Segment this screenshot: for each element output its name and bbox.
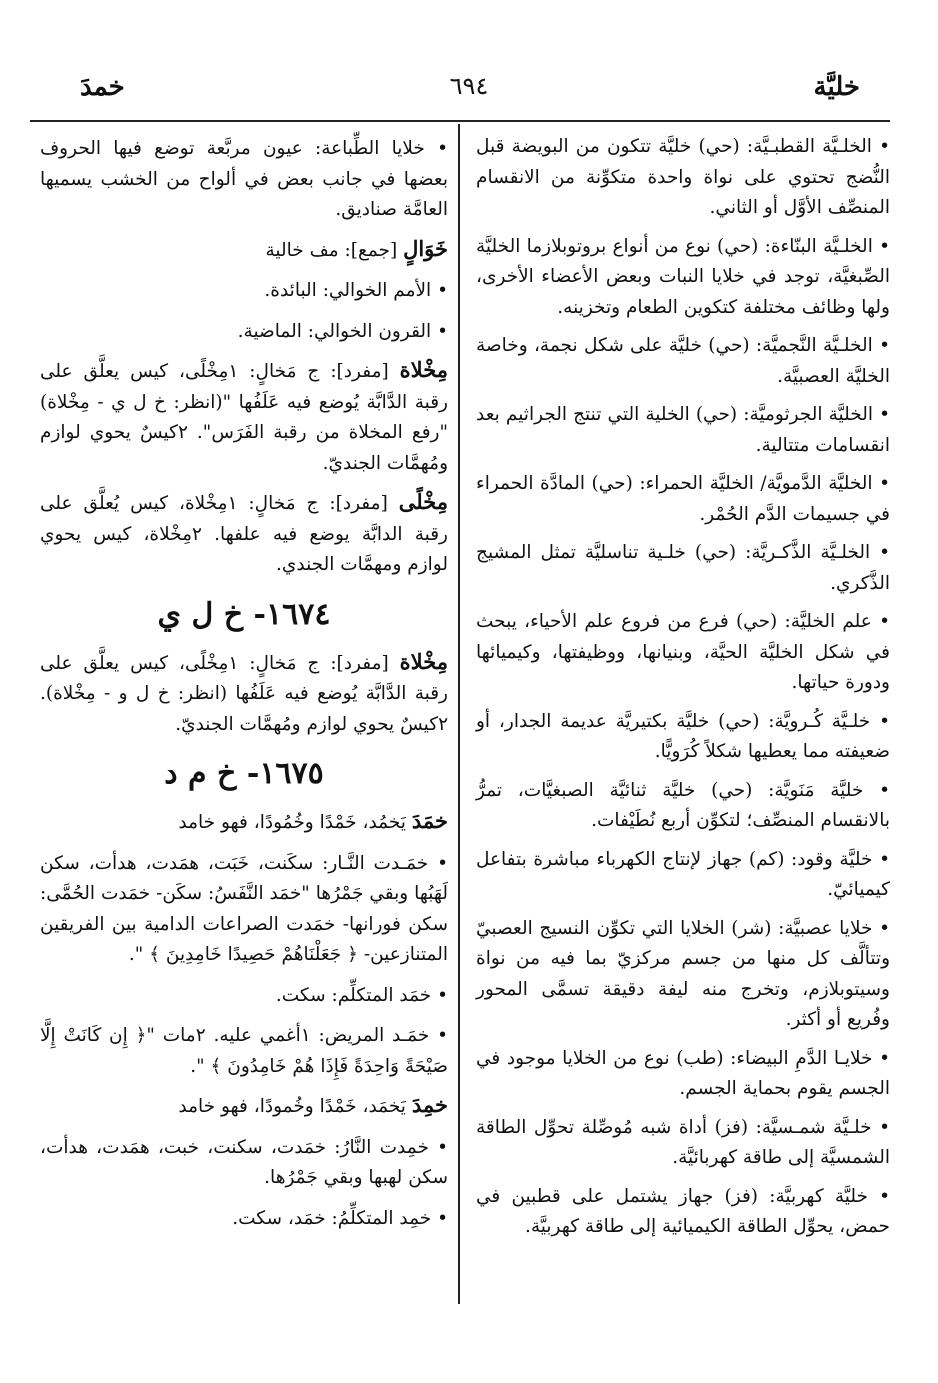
- right-column: [476, 132, 890, 1251]
- entry: [40, 1090, 448, 1123]
- entry: [40, 132, 448, 226]
- entry: • خليَّة وقود: (كم) جهاز لإنتاج الكهرباء مباشرة بتفاعل كيميائيّ.: [476, 848, 890, 900]
- headword: مِخْلاة: [399, 648, 448, 674]
- entry: [40, 1202, 448, 1235]
- column-divider: [458, 124, 460, 1304]
- section-heading-1675: ١٦٧٥- خ م د: [164, 756, 324, 791]
- entry: [40, 979, 448, 1012]
- left-column: [40, 132, 448, 1242]
- headword: خمَدَ: [411, 808, 448, 833]
- entry: [40, 1131, 448, 1194]
- entry: [40, 234, 448, 267]
- entry-text: يَخمَد، خَمْدًا وخُمودًا، فهو خامد: [178, 1096, 412, 1117]
- entry: [40, 487, 448, 581]
- page-header: [30, 62, 908, 106]
- entry-text: [مفرد]: ج مَخالٍ: ١مِخْلًى، كيس يعلَّق على رقبة الدَّابَّة يُوضع فيه عَلَفُها (انظر: خ ل و - مِخْلاة). ٢كيسٌ يحوي لوازم ومُهمَّات الجنديّ.: [40, 652, 448, 735]
- entry: • علم الخليَّة: (حي) فرع من فروع علم الأحياء، يبحث في شكل الخليَّة الحيَّة، وبنيانها، ووظيفتها، وكيميائها ودورة حياتها.: [476, 611, 890, 693]
- entry: • خلـيَّة شمـسيَّة: (فز) أداة شبه مُوصِّلة تحوِّل الطاقة الشمسيَّة إلى طاقة كهربائيَّة.: [476, 1116, 890, 1168]
- headword: مِخْلاة: [399, 357, 448, 382]
- entry-text: • القرون الخوالي: الماضية.: [237, 320, 448, 342]
- entry: • الخلـيَّة النَّجميَّة: (حي) خليَّة على شكل نجمة، وخاصة الخليَّة العصبيَّة.: [476, 335, 890, 387]
- entry-text: • الأمم الخوالي: البائدة.: [264, 280, 448, 301]
- entry-text: • خمَـد المريض: ١أغمي عليه. ٢مات "﴿ إِن كَانَتْ إِلَّا صَيْحَةً وَاحِدَةً فَإِذَا هُمْ خَامِدُونَ ﴾ ".: [40, 1025, 448, 1077]
- entry: • الخليَّة الجرثوميَّة: (حي) الخلية التي تنتج الجراثيم بعد انقسامات متتالية.: [476, 404, 890, 456]
- entry: [40, 274, 448, 307]
- header-rule: [30, 120, 890, 122]
- entry: [40, 355, 448, 479]
- running-head-left: خمدَ: [80, 72, 125, 102]
- headword: خمِدَ: [411, 1092, 448, 1117]
- section-heading-1674: ١٦٧٤- خ ل ي: [157, 596, 331, 632]
- entry: • خلـيَّة كُـرويَّة: (حي) خليَّة بكتيريَّة عديمة الجدار، أو ضعيفته مما يعطيها شكلاً كُرَويًّا.: [476, 710, 890, 762]
- entry-text: [مفرد]: ج مَخالٍ: ١مِخْلاة، كيس يُعلَّق على رقبة الدابَّة يوضع فيه علفها. ٢مِخْلاة، كيس يحوي لوازم ومهمَّات الجندي.: [40, 493, 448, 575]
- entry: • خليَّة مَنَويَّة: (حي) خليَّة ثنائيَّة الصبغيَّات، تمرُّ بالانقسام المنصِّف؛ لتكوِّن أربع نُطَيْفات.: [476, 779, 890, 831]
- entry-text: • خمَد المتكلِّم: سكت.: [275, 984, 448, 1006]
- entry: • الخليَّة الدَّمويَّة/ الخليَّة الحمراء: (حي) المادَّة الحمراء في جسيمات الدَّم الحُمْر.: [476, 473, 890, 525]
- entry: [40, 315, 448, 348]
- entry-text: يَخمُد، خَمْدًا وخُمُودًا، فهو خامد: [178, 812, 412, 833]
- running-head-right: خليَّة: [813, 72, 860, 102]
- entry-text: • خمِد المتكلِّمُ: خمَد، سكت.: [232, 1207, 448, 1229]
- page-number: ٦٩٤: [449, 72, 489, 100]
- entry: [40, 647, 448, 741]
- entry-text: [جمع]: مف خالية: [265, 239, 404, 261]
- entry-text: • خمَـدت النَّـار: سكَنت، خَبَت، همَدت، هدأت، سكن لَهَبُها وبقي جَمْرُها "خمَد النَّفَسُ: سكَن- خمَدت الحُمَّى: سكن فورانها- خمَدت الصراعات الدامية بين الفريقين المتنازعين- ﴿ جَعَلْنَاهُمْ حَصِيدًا خَامِدِينَ ﴾ ".: [40, 852, 448, 965]
- entry: • الخلـيَّة القطبـيَّة: (حي) خليَّة تتكون من البويضة قبل النُّضج تحتوي على نواة واحدة متكوِّنة من الانقسام المنصِّف الأوَّل أو الثاني.: [476, 136, 890, 218]
- entry-text: • خمِدت النَّارُ: خمَدت، سكنت، خبت، همَدت، هدأت، سكن لهبها وبقي جَمْرُها.: [40, 1136, 448, 1188]
- entry-text: • خلايا الطِّباعة: عيون مربَّعة توضع فيها الحروف بعضها في جانب بعض في ألواح من الخشب يسميها العامَّة صناديق.: [40, 138, 448, 220]
- entry: • خلايـا الدَّمِ البيضاء: (طب) نوع من الخلايا موجود في الجسم يقوم بحماية الجسم.: [476, 1047, 890, 1099]
- entry-text: [مفرد]: ج مَخالٍ: ١مِخْلًى، كيس يعلَّق على رقبة الدَّابَّة يُوضع فيه عَلَفُها "(انظر: خ ل ي - مِخْلاة) "رفع المخلاة من رقبة الفَرَس". ٢كيسٌ يحوي لوازم ومُهمَّات الجنديّ.: [40, 361, 448, 474]
- entry: • خلايا عصبيَّة: (شر) الخلايا التي تكوِّن النسيج العصبيّ وتتألَّف كل منها من جسم مركزيّ بما فيه من نواة وسيتوبلازم، وتخرج منه ليفة دقيقة تسمَّى المحور وفُريع أو أكثر.: [476, 917, 890, 1030]
- entry: • خليَّة كهربيَّة: (فز) جهاز يشتمل على قطبين في حمض، يحوِّل الطاقة الكيميائية إلى طاقة كهربيَّة.: [476, 1185, 890, 1237]
- entry: • الخلـيَّة الذَّكـريَّة: (حي) خلـية تناسليَّة تمثل المشيج الذَّكري.: [476, 542, 890, 594]
- headword: مِخْلًى: [398, 489, 448, 514]
- entry: • الخلـيَّة البنّاءة: (حي) نوع من أنواع بروتوبلازما الخليَّة الصِّبغيَّة، توجد في خلايا النبات وبعض الأعضاء الأخرى، ولها وظائف مختلفة كتكوين الطعام وتخزينه.: [476, 235, 890, 318]
- entry: [40, 1019, 448, 1082]
- entry: [40, 806, 448, 839]
- headword: خَوَالٍ: [403, 235, 448, 261]
- entry: [40, 847, 448, 971]
